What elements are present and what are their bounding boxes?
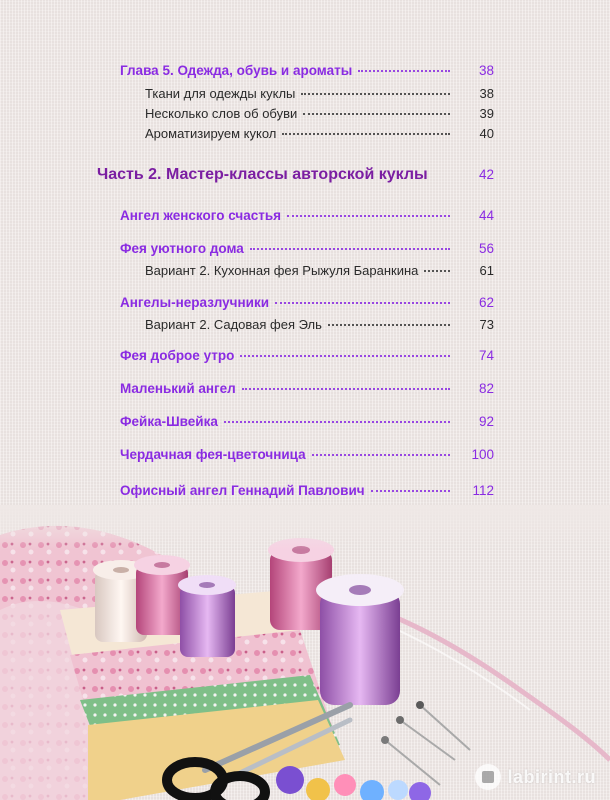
labirint-logo-icon <box>475 764 501 790</box>
toc-entry-label: Вариант 2. Кухонная фея Рыжуля Баранкина <box>145 263 419 278</box>
toc-entry-fabrics[interactable] <box>145 86 494 101</box>
toc-leader-dots <box>282 133 450 135</box>
toc-entry-label: Глава 5. Одежда, обувь и ароматы <box>120 63 353 78</box>
toc-entry-garden-fairy[interactable] <box>145 317 494 332</box>
toc-leader-dots <box>358 70 450 72</box>
toc-entry-page: 40 <box>479 126 494 141</box>
toc-entry-page: 112 <box>472 483 494 498</box>
toc-entry-label: Маленький ангел <box>120 381 236 396</box>
toc-entry-kitchen-fairy[interactable] <box>145 263 494 278</box>
toc-entry-page: 100 <box>471 447 494 462</box>
toc-leader-dots <box>371 490 450 492</box>
toc-entry-label: Вариант 2. Садовая фея Эль <box>145 317 322 332</box>
toc-entry-office-angel[interactable] <box>120 483 494 498</box>
watermark-text: labirint.ru <box>507 766 596 787</box>
toc-leader-dots <box>424 270 450 272</box>
toc-entry-page: 38 <box>478 63 494 78</box>
toc-entry-page: 73 <box>479 317 494 332</box>
scissors-icon <box>167 705 350 800</box>
toc-entry-angel-happiness[interactable] <box>120 208 494 223</box>
spool-icon <box>316 574 404 705</box>
watermark <box>475 764 596 790</box>
toc-entry-page: 44 <box>478 208 494 223</box>
toc-entry-label: Ангел женского счастья <box>120 208 281 223</box>
toc-entry-page: 82 <box>478 381 494 396</box>
toc-leader-dots <box>303 113 450 115</box>
toc-entry-label: Фея уютного дома <box>120 241 244 256</box>
toc-leader-dots <box>301 93 450 95</box>
toc-entry-page: 62 <box>478 295 494 310</box>
toc-entry-label: Часть 2. Мастер-классы авторской куклы <box>97 166 428 183</box>
spool-icon <box>134 555 190 635</box>
toc-leader-dots <box>328 324 450 326</box>
toc-entry-page: 56 <box>478 241 494 256</box>
toc-entry-page: 92 <box>478 414 494 429</box>
toc-entry-feika-shveika[interactable] <box>120 414 494 429</box>
toc-entry-page: 42 <box>478 167 494 182</box>
toc-entry-label: Офисный ангел Геннадий Павлович <box>120 483 365 498</box>
spool-icon <box>93 560 149 642</box>
spool-icon <box>178 575 236 657</box>
toc-entry-page: 39 <box>479 106 494 121</box>
toc-entry-shoes[interactable] <box>145 106 494 121</box>
toc-entry-page: 61 <box>479 263 494 278</box>
toc-leader-dots <box>312 454 450 456</box>
spool-icon <box>268 538 334 630</box>
toc-entry-page: 74 <box>478 348 494 363</box>
buttons-icon <box>276 766 431 800</box>
toc-leader-dots <box>224 421 450 423</box>
toc-entry-fairy-home[interactable] <box>120 241 494 256</box>
toc-entry-label: Фейка-Швейка <box>120 414 218 429</box>
toc-entry-label: Ароматизируем кукол <box>145 126 277 141</box>
toc-entry-label: Чердачная фея-цветочница <box>120 447 306 462</box>
toc-entry-part-2[interactable] <box>97 166 494 184</box>
toc-entry-label: Фея доброе утро <box>120 348 235 363</box>
toc-leader-dots <box>287 215 450 217</box>
toc-entry-label: Ткани для одежды куклы <box>145 86 296 101</box>
toc-entry-label: Несколько слов об обуви <box>145 106 298 121</box>
toc-leader-dots <box>275 302 450 304</box>
toc-entry-inseparable-angels[interactable] <box>120 295 494 310</box>
toc-entry-label: Ангелы-неразлучники <box>120 295 270 310</box>
toc-leader-dots <box>242 388 450 390</box>
toc-entry-chapter-5[interactable] <box>120 63 494 78</box>
toc-entry-aromas[interactable] <box>145 126 494 141</box>
pins-icon <box>381 701 470 785</box>
toc-entry-attic-flower-fairy[interactable] <box>120 447 494 462</box>
toc-leader-dots <box>240 355 450 357</box>
toc-entry-little-angel[interactable] <box>120 381 494 396</box>
toc-leader-dots <box>250 248 450 250</box>
toc-entry-page: 38 <box>479 86 494 101</box>
toc-entry-good-morning-fairy[interactable] <box>120 348 494 363</box>
